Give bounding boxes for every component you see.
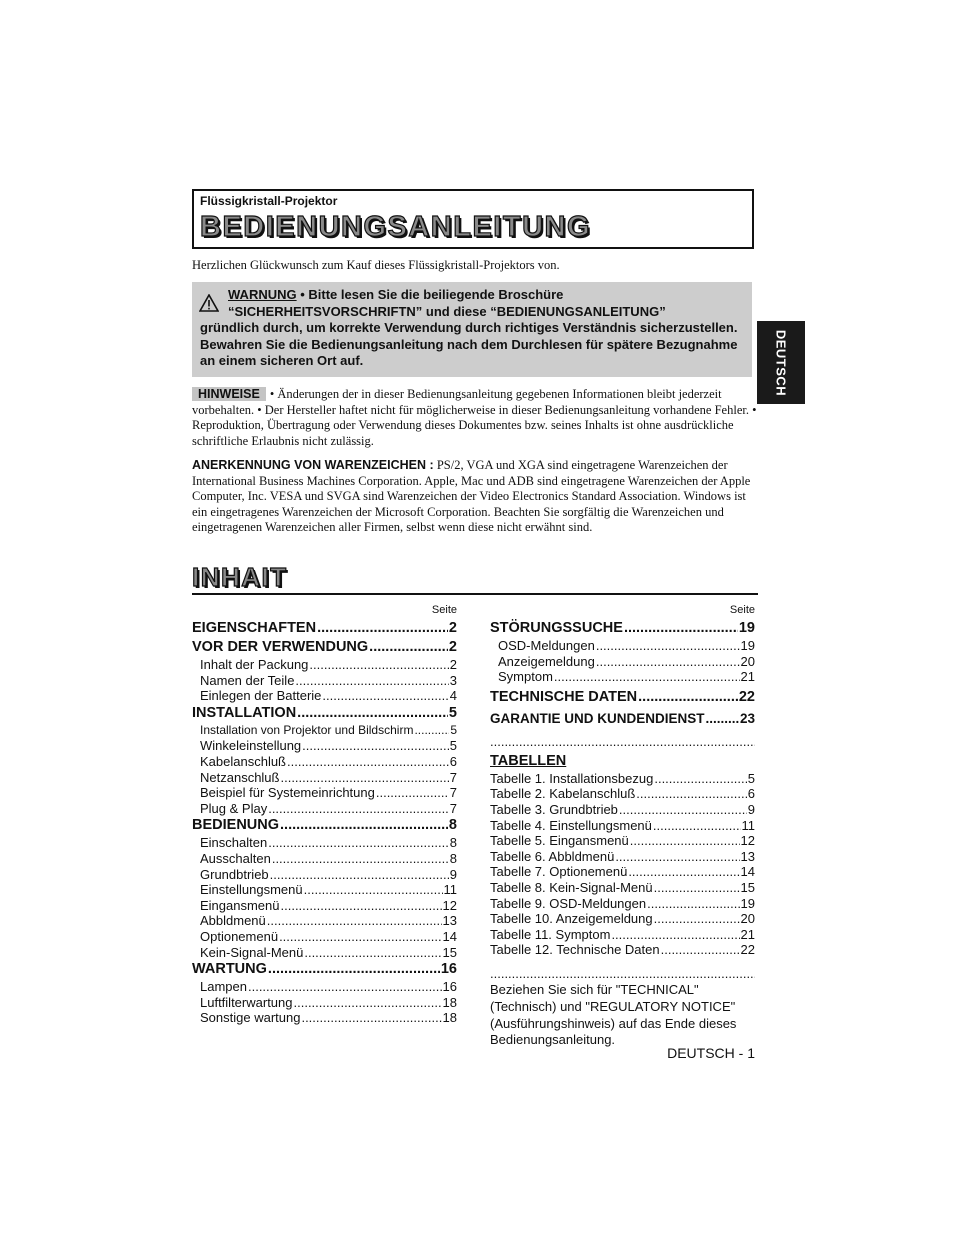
- table-entry[interactable]: Tabelle 4. Einstellungsmenü ..... 11: [490, 818, 755, 834]
- toc-subentry[interactable]: Inhalt der Packung ..... 2: [192, 657, 457, 673]
- toc-entry[interactable]: BEDIENUNG ..... 8: [192, 816, 457, 835]
- toc-entry[interactable]: WARTUNG ..... 16: [192, 960, 457, 979]
- toc-subentry[interactable]: Grundbtrieb ..... 9: [192, 867, 457, 883]
- page-column-label: Seite: [431, 604, 457, 616]
- page-column-label: Seite: [729, 604, 755, 616]
- toc-subentry[interactable]: Einstellungsmenü ..... 11: [192, 882, 457, 898]
- warning-text: [200, 287, 745, 370]
- language-tab: [757, 321, 805, 404]
- dotted-separator: [490, 966, 755, 982]
- toc-entry[interactable]: TECHNISCHE DATEN ..... 22: [490, 688, 755, 707]
- title-box: [192, 189, 754, 249]
- toc-left-column: [192, 603, 457, 1026]
- table-entry[interactable]: Tabelle 11. Symptom ..... 21: [490, 927, 755, 943]
- toc-entry[interactable]: EIGENSCHAFTEN ..... 2: [192, 619, 457, 638]
- toc-entry[interactable]: VOR DER VERWENDUNG ..... 2: [192, 638, 457, 657]
- warning-text-3: gründlich durch, um korrekte Verwendung durch richtiges Verständnis sicherzustellen. Bewahren Sie die Bedienungsanleitung nach dem Durchlesen für spätere Bezugnahme an einem sicheren Ort auf.: [200, 320, 738, 369]
- toc-subentry[interactable]: Einschalten ..... 8: [192, 835, 457, 851]
- toc-subentry[interactable]: Luftfilterwartung ..... 18: [192, 995, 457, 1011]
- toc-subentry[interactable]: OSD-Meldungen ..... 19: [490, 638, 755, 654]
- table-entry[interactable]: Tabelle 3. Grundbtrieb ..... 9: [490, 802, 755, 818]
- dotted-separator: [490, 734, 755, 750]
- page-number: DEUTSCH - 1: [667, 1045, 755, 1061]
- toc-entry[interactable]: INSTALLATION ..... 5: [192, 704, 457, 723]
- warning-text-2: “SICHERHEITSVORSCHRIFTN” und diese “BEDIENUNGSANLEITUNG”: [228, 303, 666, 319]
- toc-right-column: [490, 603, 755, 1049]
- document-title: BEDIENUNGSANLEITUNG: [200, 211, 592, 243]
- toc-subentry[interactable]: Ausschalten ..... 8: [192, 851, 457, 867]
- toc-subentry[interactable]: Lampen ..... 16: [192, 979, 457, 995]
- trademarks-label: ANERKENNUNG VON WARENZEICHEN :: [192, 458, 434, 472]
- toc-subentry[interactable]: Anzeigemeldung ..... 20: [490, 654, 755, 670]
- toc-subentry[interactable]: Beispiel für Systemeinrichtung ..... 7: [192, 785, 457, 801]
- toc-subentry[interactable]: Abbldmenü ..... 13: [192, 913, 457, 929]
- notes-paragraph: [192, 387, 758, 449]
- table-entry[interactable]: Tabelle 9. OSD-Meldungen ..... 19: [490, 896, 755, 912]
- trademarks-text: PS/2, VGA und XGA sind eingetragene Warenzeichen der International Business Machines Corporation. Apple, Mac und ADB sind eingetragene Warenzeichen der Apple Computer, Inc. VESA und SVGA sind Warenzeichen der Video Electronics Standard Association. Windows ist ein eingetragenes Warenzeichen der Microsoft Corporation. Beachten Sie sorgfältig die Warenzeichen und eingetragenen Warenzeichen aller Firmen, selbst wenn diese nicht erwähnt sind.: [192, 458, 751, 535]
- toc-subentry[interactable]: Kabelanschluß ..... 6: [192, 754, 457, 770]
- toc-subentry[interactable]: Symptom ..... 21: [490, 669, 755, 685]
- warning-text-1: • Bitte lesen Sie die beiliegende Broschüre: [296, 287, 564, 302]
- language-tab-label: DEUTSCH: [773, 329, 789, 396]
- warning-box: [192, 282, 752, 377]
- toc-title: INHAIT: [192, 562, 288, 592]
- table-entry[interactable]: Tabelle 8. Kein-Signal-Menü ..... 15: [490, 880, 755, 896]
- notes-text: • Änderungen der in dieser Bedienungsanleitung gegebenen Informationen bleibt jederzeit vorbehalten. • Der Hersteller haftet nicht für möglicherweise in dieser Bedienungsanleitung vorhandene Fehler. • Reproduktion, Übertragung oder Verwendung dieses Dokumentes bzw. seines Inhalts ist ohne ausdrückliche schriftliche Erlaubnis nicht zulässig.: [192, 387, 757, 448]
- toc-entry[interactable]: GARANTIE UND KUNDENDIENST ..... 23: [490, 709, 755, 728]
- trademarks-paragraph: [192, 458, 758, 536]
- table-entry[interactable]: Tabelle 6. Abbldmenü ..... 13: [490, 849, 755, 865]
- table-entry[interactable]: Tabelle 5. Eingansmenü ..... 12: [490, 833, 755, 849]
- toc-subentry[interactable]: Netzanschluß ..... 7: [192, 770, 457, 786]
- table-entry[interactable]: Tabelle 7. Optionemenü ..... 14: [490, 864, 755, 880]
- technical-notice-reference: Beziehen Sie sich für "TECHNICAL" (Technisch) und "REGULATORY NOTICE" (Ausführungshinweis) auf das Ende dieses Bedienungsanleitung.: [490, 981, 737, 1048]
- table-entry[interactable]: Tabelle 2. Kabelanschluß ..... 6: [490, 786, 755, 802]
- table-entry[interactable]: Tabelle 12. Technische Daten ..... 22: [490, 942, 755, 958]
- toc-subentry[interactable]: Eingansmenü ..... 12: [192, 898, 457, 914]
- tables-heading[interactable]: TABELLEN: [490, 752, 567, 769]
- table-entry[interactable]: Tabelle 1. Installationsbezug ..... 5: [490, 771, 755, 787]
- toc-subentry[interactable]: Plug & Play ..... 7: [192, 801, 457, 817]
- toc-subentry[interactable]: Einlegen der Batterie ..... 4: [192, 688, 457, 704]
- toc-subentry[interactable]: Kein-Signal-Menü ..... 15: [192, 945, 457, 961]
- toc-subentry[interactable]: Optionemenü ..... 14: [192, 929, 457, 945]
- toc-divider: [192, 593, 758, 595]
- notes-label: HINWEISE: [192, 387, 266, 401]
- warning-label: WARNUNG: [228, 287, 297, 302]
- toc-subentry[interactable]: Winkeleinstellung ..... 5: [192, 738, 457, 754]
- product-name: Flüssigkristall-Projektor: [200, 194, 338, 208]
- toc-subentry[interactable]: Sonstige wartung ..... 18: [192, 1010, 457, 1026]
- toc-subentry[interactable]: Namen der Teile ..... 3: [192, 673, 457, 689]
- table-entry[interactable]: Tabelle 10. Anzeigemeldung ..... 20: [490, 911, 755, 927]
- congratulations-text: Herzlichen Glückwunsch zum Kauf dieses Flüssigkristall-Projektors von.: [192, 258, 560, 272]
- toc-entry[interactable]: STÖRUNGSSUCHE ..... 19: [490, 619, 755, 638]
- toc-subentry[interactable]: Installation von Projektor und Bildschirm ..... 5: [192, 723, 457, 739]
